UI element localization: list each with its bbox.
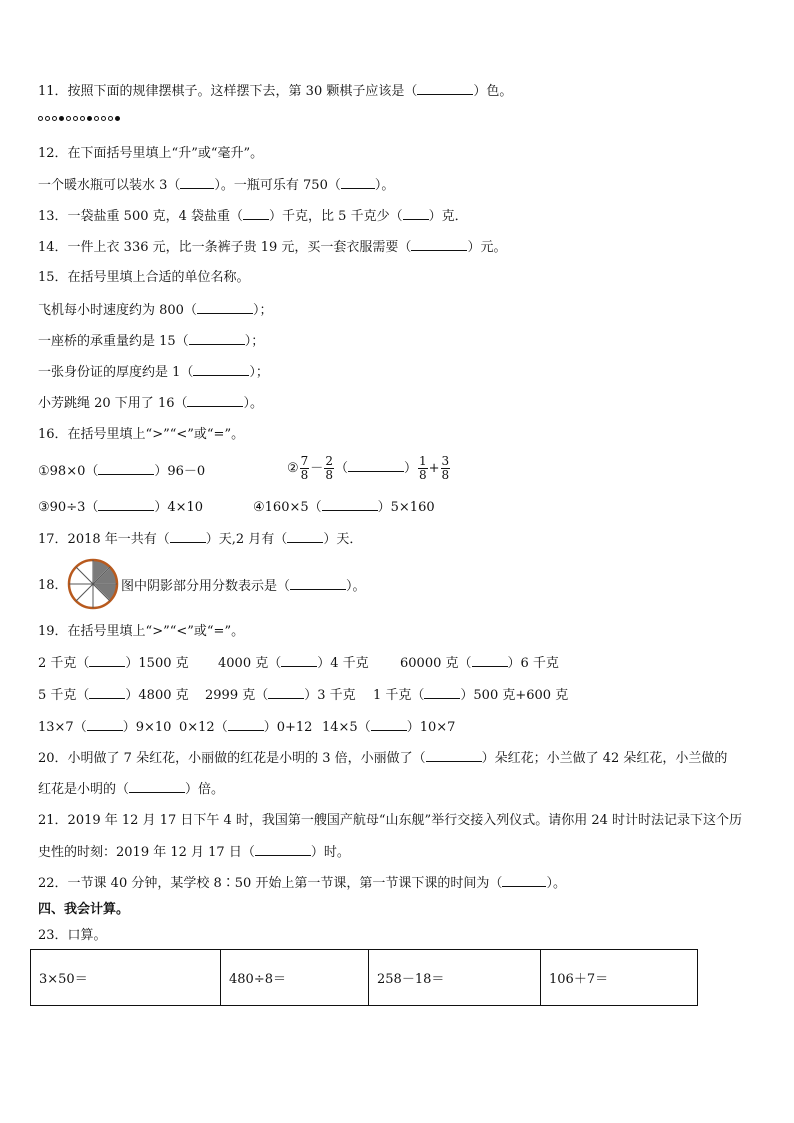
q16-fraction-3-den: 8 [418, 468, 427, 482]
q12-text-a: 一个暖水瓶可以装水 3（ [38, 178, 181, 193]
q12-text-c: ）。 [374, 178, 395, 193]
q15-item-4-end: ）。 [243, 396, 263, 411]
q19-r2c1 [38, 686, 189, 705]
q22-text-b: ）。 [546, 876, 566, 891]
q18-text-a: 图中阴影部分用分数表示是（ [121, 579, 291, 594]
q16-fraction-2-num: 2 [325, 454, 333, 468]
q15-item-2-text: 一座桥的承重量约是 15（ [38, 334, 189, 349]
q23-title: 23．口算。 [38, 928, 107, 943]
q19-r2c1-text: 5 千克（ [38, 688, 90, 703]
q19-blank-r2c3[interactable] [424, 686, 460, 699]
black-bead [87, 116, 92, 121]
q16-fraction-1-den: 8 [300, 468, 309, 482]
q19-r3c1-text: 13×7（ [38, 720, 87, 735]
q19-blank-r1c1[interactable] [89, 654, 125, 667]
q15-item-3-text: 一张身份证的厚度约是 1（ [38, 365, 194, 380]
q16-blank-2[interactable] [348, 459, 404, 472]
q19-r3c2-text: 0×12（ [179, 720, 228, 735]
q15-item-2-end: ）； [244, 334, 265, 349]
q19-r2c3-text: 1 千克（ [373, 688, 425, 703]
q19-r1c1-text: 2 千克（ [38, 656, 90, 671]
q17-line [38, 530, 362, 549]
table-row [31, 950, 698, 1006]
black-bead [59, 116, 64, 121]
q19-r3c3-end: ）10×7 [406, 720, 456, 735]
q19-r3c1-end: ）9×10 [122, 720, 172, 735]
q15-blank-4[interactable] [187, 394, 243, 407]
q19-r1c2 [218, 654, 369, 673]
q16-item-2-open: （ [334, 461, 348, 476]
q13-text-a: 13．一袋盐重 500 克，4 袋盐重（ [38, 209, 244, 224]
q16-plus: + [428, 461, 440, 476]
q19-r1c3-end: ）6 千克 [507, 656, 559, 671]
q14-line [38, 238, 506, 257]
q21-text-c: ）时。 [310, 845, 350, 860]
q19-r2c1-end: ）4800 克 [125, 688, 189, 703]
q15-blank-2[interactable] [189, 332, 245, 345]
q18-line [121, 577, 366, 596]
white-bead [108, 116, 113, 121]
q15-item-1 [38, 301, 272, 320]
white-bead [66, 116, 71, 121]
q16-item-1-text: ①98×0（ [38, 464, 99, 479]
q15-item-4 [38, 394, 263, 413]
q19-r1c1-end: ）1500 克 [125, 656, 189, 671]
q23-calc-table [30, 949, 698, 1006]
q19-r1c2-end: ）4 千克 [317, 656, 369, 671]
q16-fraction-4 [441, 455, 451, 482]
q19-r2c2-end: ）3 千克 [304, 688, 356, 703]
q16-item-1-end: ）96－0 [154, 464, 206, 479]
q16-item-3-end: ）4×10 [154, 500, 204, 515]
q16-fraction-4-den: 8 [441, 468, 450, 482]
q21-line-2 [38, 843, 350, 862]
q20-blank-1[interactable] [426, 749, 482, 762]
q20-blank-2[interactable] [129, 780, 185, 793]
q16-fraction-2 [324, 455, 334, 482]
q19-blank-r3c2[interactable] [228, 718, 264, 731]
q19-blank-r1c3[interactable] [472, 654, 508, 667]
q17-text-b: ）天,2 月有（ [205, 532, 288, 547]
q13-blank-1[interactable] [243, 207, 269, 220]
q19-r2c3-end: ）500 克+600 克 [460, 688, 569, 703]
white-bead [38, 116, 43, 121]
q16-minus: － [310, 461, 324, 476]
q13-text-c: ）克． [428, 209, 468, 224]
q16-item-2 [287, 455, 451, 482]
q19-blank-r2c1[interactable] [89, 686, 125, 699]
q19-r1c1 [38, 654, 189, 673]
q17-text-a: 17．2018 年一共有（ [38, 532, 170, 547]
white-bead [80, 116, 85, 121]
q12-line [38, 176, 394, 195]
q16-fraction-3 [418, 455, 428, 482]
q12-blank-1[interactable] [180, 176, 214, 189]
q19-r2c3 [373, 686, 568, 705]
q19-r3c1 [38, 718, 171, 737]
q20-text-d: ）倍。 [185, 782, 225, 797]
q15-item-3 [38, 363, 269, 382]
q16-fraction-4-num: 3 [441, 454, 450, 468]
q18-pie-circle [65, 557, 121, 611]
q16-fraction-3-num: 1 [418, 454, 427, 468]
q13-text-b: ）千克，比 5 千克少（ [269, 209, 403, 224]
q16-item-2-label: ② [287, 461, 299, 476]
calc-cell-4[interactable]: 106＋7＝ [541, 950, 698, 1006]
q14-text-a: 14．一件上衣 336 元，比一条裤子贵 19 元，买一套衣服需要（ [38, 240, 412, 255]
q15-item-3-end: ）； [249, 365, 269, 380]
q16-item-4-end: ）5×160 [377, 500, 435, 515]
white-bead [73, 116, 78, 121]
q16-item-2-close: ） [403, 461, 417, 476]
q17-blank-2[interactable] [287, 530, 323, 543]
q19-blank-r2c2[interactable] [268, 686, 304, 699]
q18-text-b: ）。 [346, 579, 366, 594]
q20-text-c: 红花是小明的（ [38, 782, 130, 797]
q16-item-3-text: ③90÷3（ [38, 500, 99, 515]
q15-item-2 [38, 332, 264, 351]
q17-blank-1[interactable] [170, 530, 206, 543]
q13-line [38, 207, 468, 226]
q11-bead-sequence [38, 116, 120, 121]
calc-cell-3[interactable]: 258－18＝ [369, 950, 541, 1006]
q18-label: 18． [38, 578, 68, 593]
q12-text-b: ）。一瓶可乐有 750（ [214, 178, 341, 193]
q15-item-4-text: 小芳跳绳 20 下用了 16（ [38, 396, 188, 411]
q19-r3c2-end: ）0+12 [263, 720, 313, 735]
q20-text-a: 20．小明做了 7 朵红花，小丽做的红花是小明的 3 倍，小丽做了（ [38, 751, 426, 766]
q19-r2c2-text: 2999 克（ [205, 688, 269, 703]
q21-line-1: 21．2019 年 12 月 17 日下午 4 时，我国第一艘国产航母“山东舰”举行交接入列仪式。请你用 24 时计时法记录下这个历 [38, 813, 743, 828]
q19-r1c2-text: 4000 克（ [218, 656, 282, 671]
q20-line-2 [38, 780, 224, 799]
q16-item-3 [38, 498, 203, 517]
q15-blank-1[interactable] [197, 301, 253, 314]
q19-title: 19．在括号里填上“>”“<”或“=”。 [38, 624, 245, 639]
white-bead [45, 116, 50, 121]
q16-title: 16．在括号里填上“>”“<”或“=”。 [38, 427, 245, 442]
black-bead [115, 116, 120, 121]
q15-title: 15．在括号里填上合适的单位名称。 [38, 270, 250, 285]
q14-text-b: ）元。 [467, 240, 507, 255]
q15-blank-3[interactable] [193, 363, 249, 376]
q16-blank-1[interactable] [98, 462, 154, 475]
q11-answer-blank[interactable] [417, 82, 473, 95]
q16-item-4-text: ④160×5（ [253, 500, 322, 515]
q12-title: 12．在下面括号里填上“升”或“毫升”。 [38, 146, 264, 161]
q21-blank[interactable] [255, 843, 311, 856]
q16-fraction-2-den: 8 [325, 468, 333, 482]
q16-blank-4[interactable] [322, 498, 378, 511]
q19-r3c3-text: 14×5（ [322, 720, 371, 735]
q16-fraction-1-num: 7 [300, 454, 309, 468]
q22-blank[interactable] [502, 874, 546, 887]
q20-text-b: ）朵红花；小兰做了 42 朵红花，小兰做的 [481, 751, 728, 766]
q13-blank-2[interactable] [403, 207, 429, 220]
q15-item-1-text: 飞机每小时速度约为 800（ [38, 303, 197, 318]
q19-r1c3 [400, 654, 559, 673]
q19-r3c2 [179, 718, 312, 737]
q16-fraction-1 [300, 455, 310, 482]
q18-blank[interactable] [290, 577, 346, 590]
calc-cell-1[interactable]: 3×50＝ [31, 950, 221, 1006]
q12-blank-2[interactable] [341, 176, 375, 189]
white-bead [101, 116, 106, 121]
q16-item-4 [253, 498, 435, 517]
q15-item-1-end: ）； [252, 303, 273, 318]
q16-item-1 [38, 462, 205, 481]
q19-r2c2 [205, 686, 356, 705]
q19-r1c3-text: 60000 克（ [400, 656, 472, 671]
q22-text-a: 22．一节课 40 分钟，某学校 8∶50 开始上第一节课，第一节课下课的时间为（ [38, 876, 503, 891]
q11-line [38, 82, 512, 101]
white-bead [52, 116, 57, 121]
q19-r3c3 [322, 718, 455, 737]
q14-blank[interactable] [411, 238, 467, 251]
q19-blank-r3c3[interactable] [371, 718, 407, 731]
q19-blank-r1c2[interactable] [281, 654, 317, 667]
q11-end: ）色。 [473, 84, 513, 99]
q16-blank-3[interactable] [98, 498, 154, 511]
q17-text-c: ）天． [323, 532, 363, 547]
q20-line-1 [38, 749, 727, 768]
q11-text: 11．按照下面的规律摆棋子。这样摆下去，第 30 颗棋子应该是（ [38, 84, 418, 99]
q22-line [38, 874, 566, 893]
q21-text-b: 史性的时刻：2019 年 12 月 17 日（ [38, 845, 255, 860]
section-4-heading: 四、我会计算。 [38, 902, 130, 917]
q19-blank-r3c1[interactable] [87, 718, 123, 731]
calc-cell-2[interactable]: 480÷8＝ [221, 950, 369, 1006]
white-bead [94, 116, 99, 121]
